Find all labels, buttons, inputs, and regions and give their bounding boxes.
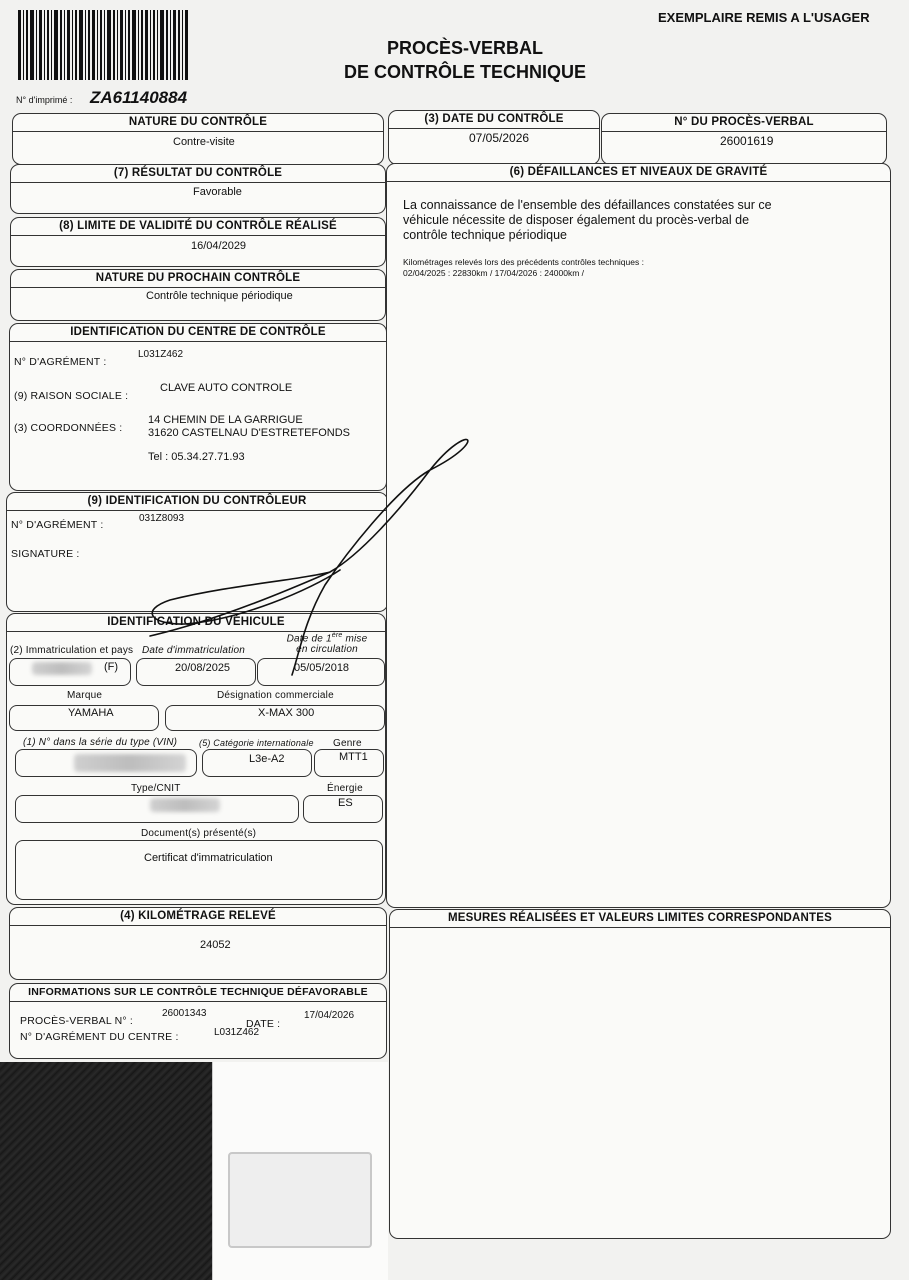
controleur-agrement-label: N° D'AGRÉMENT : xyxy=(11,519,104,531)
limite-value: 16/04/2029 xyxy=(191,240,247,252)
type-label: Type/CNIT xyxy=(131,783,181,794)
defaillances-text2: véhicule nécessite de disposer également du procès-verbal de xyxy=(403,213,750,227)
date-immat-value: 20/08/2025 xyxy=(175,662,231,674)
date-controle-header: (3) DATE DU CONTRÔLE xyxy=(389,111,599,129)
centre-agrement-label: N° D'AGRÉMENT : xyxy=(14,356,107,368)
genre-value: MTT1 xyxy=(339,751,368,763)
controleur-header: (9) IDENTIFICATION DU CONTRÔLEUR xyxy=(7,493,387,511)
defavorable-date: 17/04/2026 xyxy=(304,1010,355,1021)
km-history-title: Kilométrages relevés lors des précédents contrôles techniques : xyxy=(403,257,644,267)
defavorable-agrement: L031Z462 xyxy=(214,1027,260,1038)
phone-value: Tel : 05.34.27.71.93 xyxy=(148,451,245,463)
kilometrage-header: (4) KILOMÉTRAGE RELEVÉ xyxy=(10,908,386,926)
date-immat-label: Date d'immatriculation xyxy=(142,645,246,656)
raison-label: (9) RAISON SOCIALE : xyxy=(14,390,129,402)
centre-header: IDENTIFICATION DU CENTRE DE CONTRÔLE xyxy=(10,324,386,342)
print-number-label: N° d'imprimé : xyxy=(16,95,73,105)
designation-label: Désignation commerciale xyxy=(217,690,334,701)
limite-header: (8) LIMITE DE VALIDITÉ DU CONTRÔLE RÉALISÉ xyxy=(11,218,385,236)
defavorable-agrement-label: N° D'AGRÉMENT DU CENTRE : xyxy=(20,1031,179,1043)
defavorable-pv-label: PROCÈS-VERBAL N° : xyxy=(20,1015,134,1027)
genre-label: Genre xyxy=(333,738,362,749)
km-history-values: 02/04/2025 : 22830km / 17/04/2026 : 24000km / xyxy=(403,268,584,278)
signature-label: SIGNATURE : xyxy=(11,548,80,560)
prochain-header: NATURE DU PROCHAIN CONTRÔLE xyxy=(11,270,385,288)
resultat-header: (7) RÉSULTAT DU CONTRÔLE xyxy=(11,165,385,183)
first-circ-value: 05/05/2018 xyxy=(294,662,350,674)
nature-value: Contre-visite xyxy=(173,136,235,148)
immat-label: (2) Immatriculation et pays xyxy=(10,645,134,656)
categorie-value: L3e-A2 xyxy=(249,753,285,765)
first-circ-label-b: mise xyxy=(342,633,368,645)
immat-country: (F) xyxy=(104,661,119,673)
address-line2: 31620 CASTELNAU D'ESTRETEFONDS xyxy=(148,427,350,439)
pv-number-value: 26001619 xyxy=(720,134,774,148)
energie-value: ES xyxy=(338,797,353,809)
first-circ-label-c: en circulation xyxy=(296,644,358,656)
mesures-header: MESURES RÉALISÉES ET VALEURS LIMITES CORRESPONDANTES xyxy=(390,910,890,928)
first-circ-sup: ère xyxy=(331,632,343,639)
signature-stroke xyxy=(150,440,468,675)
vehicule-header: IDENTIFICATION DU VÉHICULE xyxy=(7,614,385,632)
nature-header: NATURE DU CONTRÔLE xyxy=(13,114,383,132)
defaillances-text1: La connaissance de l'ensemble des défaillances constatées sur ce xyxy=(403,198,772,212)
defaillances-text3: contrôle technique périodique xyxy=(403,228,568,242)
copy-notice: EXEMPLAIRE REMIS A L'USAGER xyxy=(658,10,870,25)
print-number: ZA61140884 xyxy=(90,88,188,107)
controleur-agrement: 031Z8093 xyxy=(139,513,185,524)
categorie-label: (5) Catégorie internationale xyxy=(199,738,314,748)
defavorable-date-label: DATE : xyxy=(246,1018,281,1030)
address-line1: 14 CHEMIN DE LA GARRIGUE xyxy=(148,414,303,426)
docs-value: Certificat d'immatriculation xyxy=(144,852,273,864)
raison-value: CLAVE AUTO CONTROLE xyxy=(160,382,293,394)
date-controle-value: 07/05/2026 xyxy=(469,131,530,145)
defaillances-header: (6) DÉFAILLANCES ET NIVEAUX DE GRAVITÉ xyxy=(387,164,890,182)
centre-agrement: L031Z462 xyxy=(138,349,184,360)
coord-label: (3) COORDONNÉES : xyxy=(14,422,123,434)
docs-label: Document(s) présenté(s) xyxy=(141,828,257,839)
kilometrage-value: 24052 xyxy=(200,939,231,951)
defavorable-pv: 26001343 xyxy=(162,1008,207,1019)
vin-label: (1) N° dans la série du type (VIN) xyxy=(23,737,178,748)
defavorable-header: INFORMATIONS SUR LE CONTRÔLE TECHNIQUE DÉFAVORABLE xyxy=(10,984,386,1002)
first-circ-label-a: Date de 1 xyxy=(286,633,332,645)
title-line2: DE CONTRÔLE TECHNIQUE xyxy=(343,62,586,82)
resultat-value: Favorable xyxy=(193,186,242,198)
designation-value: X-MAX 300 xyxy=(258,707,315,719)
prochain-value: Contrôle technique périodique xyxy=(146,290,293,302)
marque-value: YAMAHA xyxy=(68,707,114,719)
energie-label: Énergie xyxy=(327,783,363,794)
pv-number-header: N° DU PROCÈS-VERBAL xyxy=(602,114,886,132)
title-line1: PROCÈS-VERBAL xyxy=(386,38,543,58)
marque-label: Marque xyxy=(67,690,103,701)
